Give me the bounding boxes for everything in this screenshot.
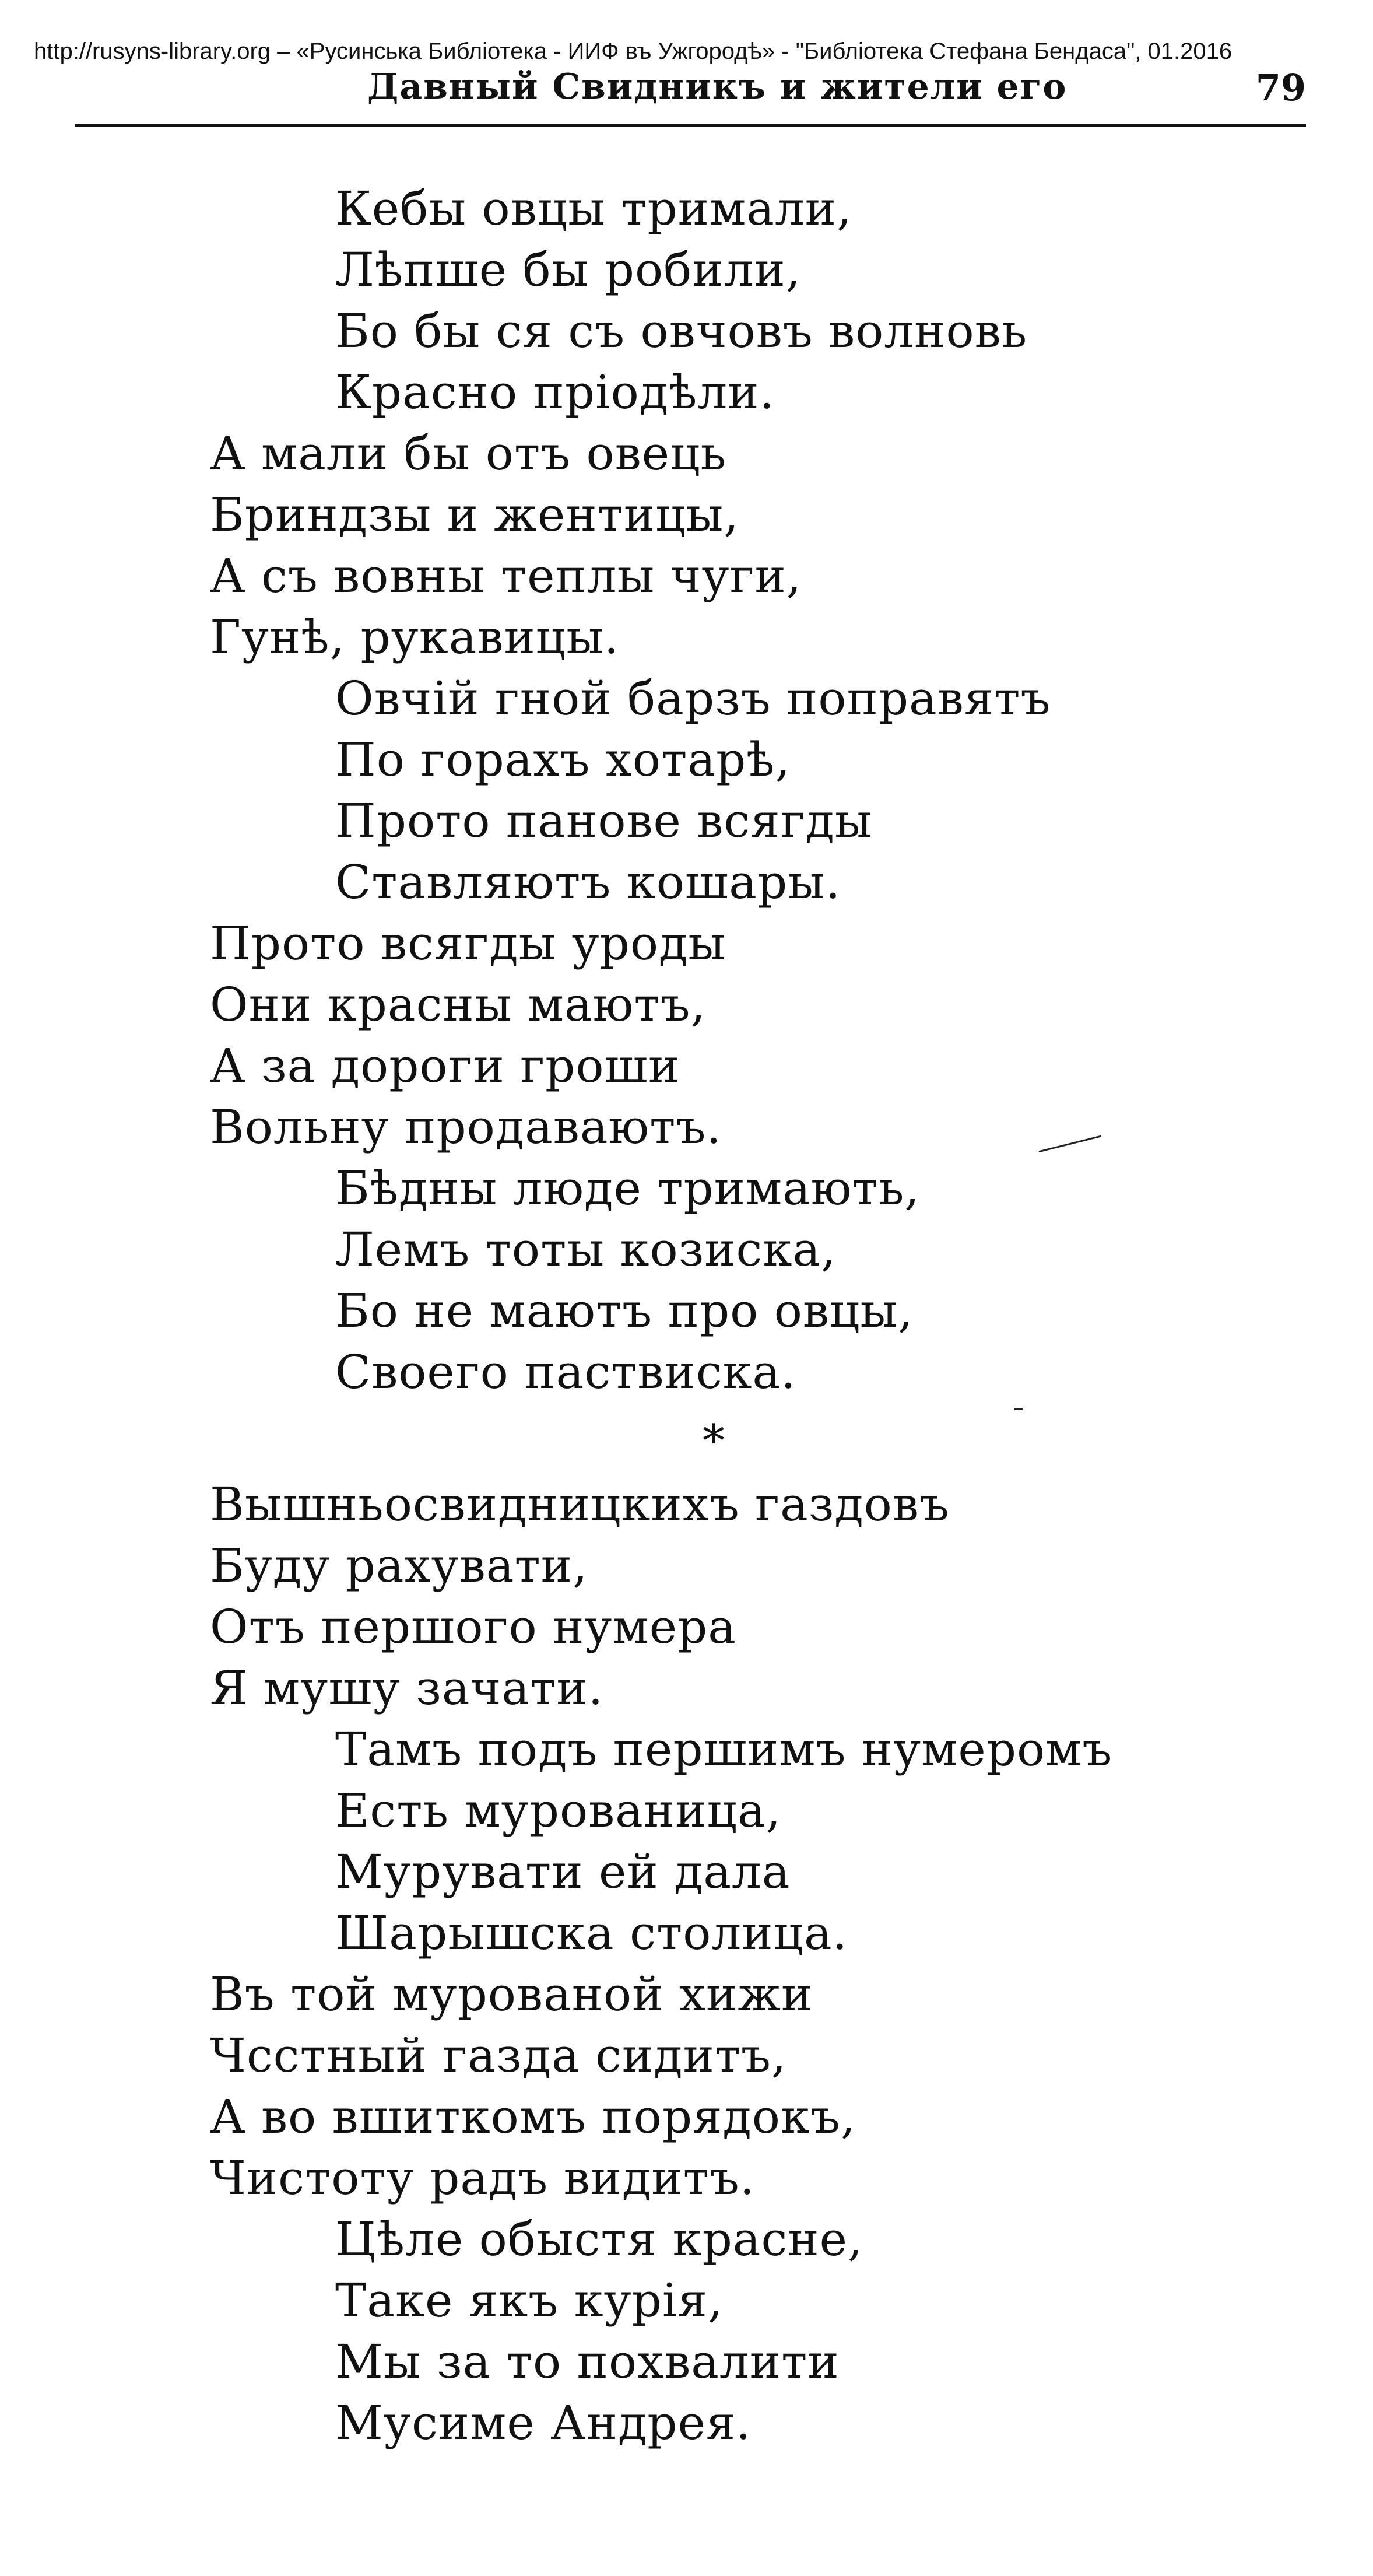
poem-line: Красно пріодѣли.: [335, 365, 775, 419]
poem-line: А съ вовны теплы чуги,: [210, 549, 802, 603]
poem-line: Прото панове всягды: [335, 794, 873, 848]
poem-line: Они красны маютъ,: [210, 977, 706, 1032]
poem-line: Вышньосвидницкихъ газдовъ: [210, 1477, 950, 1531]
poem-line: Бо бы ся съ овчовъ волновь: [335, 304, 1028, 358]
poem-line: Кебы овцы тримали,: [335, 181, 852, 236]
poem: [210, 178, 1259, 2454]
poem-line: Есть мурованица,: [335, 1783, 782, 1838]
poem-line: А во вшиткомъ порядокъ,: [210, 2090, 856, 2144]
scan-speck: [1014, 1408, 1023, 1410]
poem-line: Своего паствиска.: [335, 1345, 796, 1399]
source-attribution: http://rusyns-library.org – «Русинська Библіотека - ИИФ въ Ужгородѣ» - "Библіотека Стефана Бендаса", 01.2016: [34, 38, 1232, 64]
poem-line: Я мушу зачати.: [210, 1661, 604, 1715]
running-title: Давный Свидникъ и жители его: [367, 66, 1068, 107]
poem-line: Таке якъ курія,: [335, 2273, 724, 2328]
poem-line: Ставляютъ кошары.: [335, 855, 841, 909]
poem-line: Лѣпше бы робили,: [335, 243, 802, 297]
poem-line: Лемъ тоты козиска,: [335, 1222, 837, 1277]
poem-line: Бриндзы и жентицы,: [210, 488, 739, 542]
poem-line: Мурувати ей дала: [335, 1845, 791, 1899]
running-header: [76, 66, 1306, 113]
poem-line: Мы за то похвалити: [335, 2335, 840, 2389]
poem-line: Мусиме Андрея.: [335, 2396, 752, 2450]
poem-line: Чистоту радъ видитъ.: [210, 2151, 756, 2205]
poem-line: Шарышска столица.: [335, 1906, 848, 1960]
poem-line: А мали бы отъ овець: [210, 426, 727, 481]
poem-line: Отъ першого нумера: [210, 1600, 736, 1654]
poem-line: По горахъ хотарѣ,: [335, 733, 791, 787]
poem-line: Гунѣ, рукавицы.: [210, 610, 620, 664]
poem-line: А за дороги гроши: [210, 1039, 680, 1093]
poem-line: Чсстный газда сидитъ,: [210, 2028, 787, 2083]
header-rule: [75, 124, 1306, 127]
section-separator: *: [703, 1415, 725, 1467]
poem-line: Буду рахувати,: [210, 1538, 588, 1593]
poem-line: Овчій гной барзъ поправятъ: [335, 671, 1051, 726]
poem-line: Бо не маютъ про овцы,: [335, 1284, 914, 1338]
poem-line: Цѣле обыстя красне,: [335, 2212, 863, 2266]
poem-line: Прото всягды уроды: [210, 916, 726, 970]
poem-line: Тамъ подъ першимъ нумеромъ: [335, 1722, 1113, 1776]
poem-line: Бѣдны люде тримають,: [335, 1161, 920, 1215]
page-number: 79: [1255, 66, 1306, 109]
poem-line: Вольну продаваютъ.: [210, 1100, 722, 1154]
poem-line: Въ той мурованой хижи: [210, 1967, 813, 2021]
